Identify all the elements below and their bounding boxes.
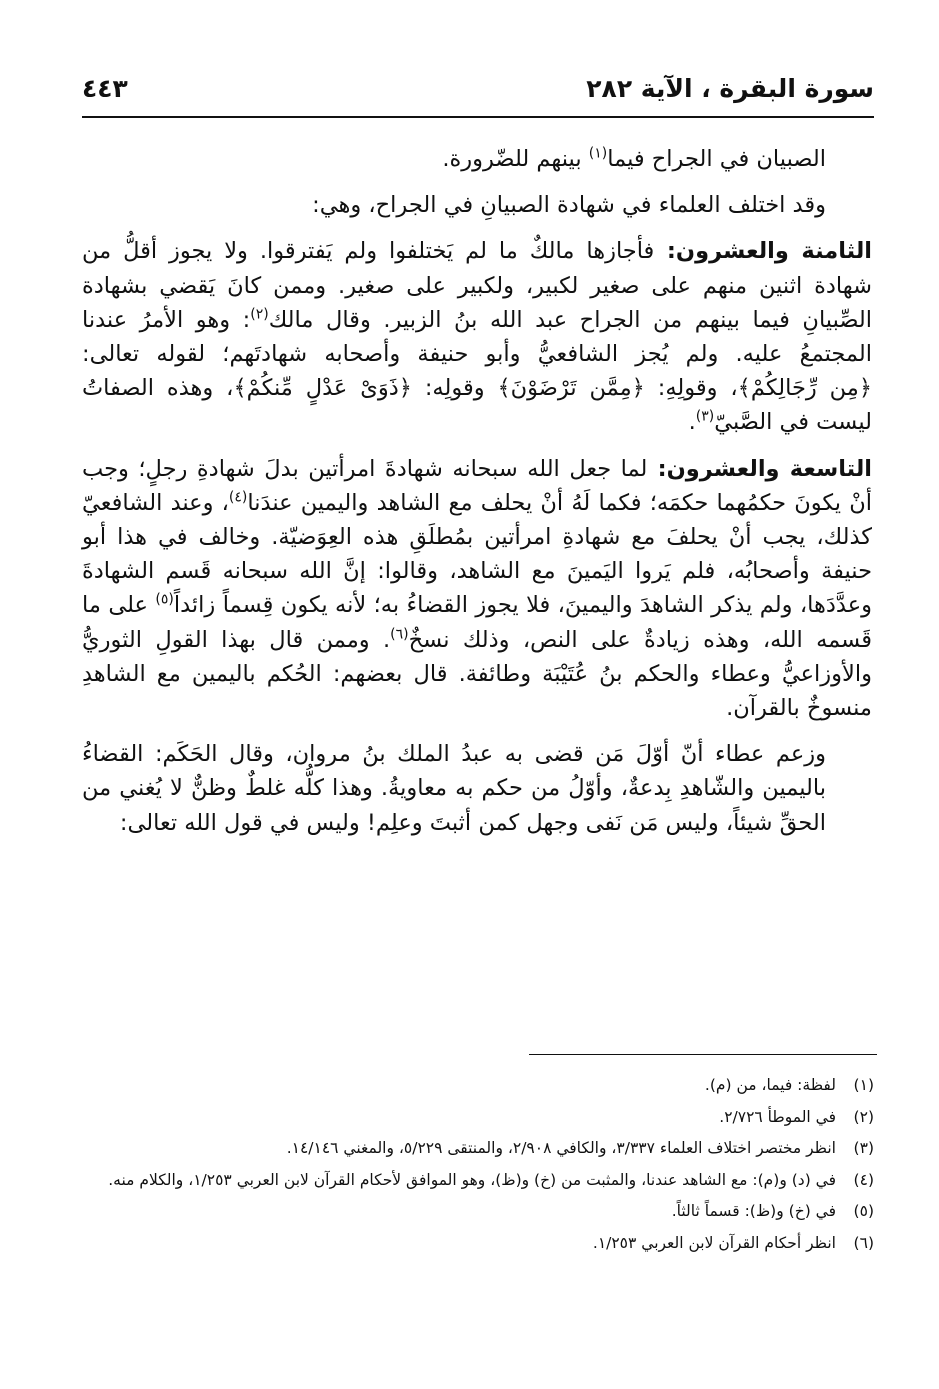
issue-28-paragraph <box>82 234 872 439</box>
p3-text-f: . <box>688 409 696 436</box>
footnote-number: (٣) <box>853 1139 874 1157</box>
p4-text-b: ، وعند الشافعيّ كذلك، يجب أنْ يحلفَ مع شهادةِ امرأتين بمُطلَقِ هذه العِوَضيّة. وخالف في هذا أبو حنيفة وأصحابُه، فلم يَروا اليَمينَ مع الشاهد، وقالوا: إنَّ الله سبحانه قَسم الشهادةَ وعدَّدَها، ولم يذكر الشاهدَ واليمينَ، فلا يجوز القضاءُ به؛ لأنه يكون قِسماً زائداً <box>82 489 872 619</box>
footnote-ref-5: (٥) <box>155 591 174 608</box>
footnote-1 <box>82 1070 874 1102</box>
footnote-5 <box>82 1196 874 1228</box>
footnote-text: انظر أحكام القرآن لابن العربي ١/٢٥٣. <box>592 1233 836 1252</box>
main-text <box>82 142 872 840</box>
p4-text-c: على ما قَسمه الله، وهذه زيادةٌ على النص، وذلك نسخٌ <box>82 592 872 653</box>
footnote-4 <box>82 1165 874 1197</box>
footnote-6 <box>82 1228 874 1260</box>
footnote-text: في (د) و(م): مع الشاهد عندنا، والمثبت من (خ) و(ظ)، وهو الموافق لأحكام القرآن لابن العربي ١/٢٥٣، والكلام منه. <box>108 1170 836 1189</box>
p3-text-e: ، وهذه الصفاتُ ليست في الصَّبيّ <box>82 375 872 436</box>
p3-text-c: ، وقولِهِ: <box>644 375 738 402</box>
quran-quote-3: ﴿ذَوَىْ عَدْلٍ مِّنكُمْ﴾ <box>233 375 412 402</box>
p3-text-b: : وهو الأمرُ عندنا المجتمعُ عليه. ولم يُجز الشافعيُّ وأبو حنيفة وأصحابه شهادتَهم؛ لقوله تعالى: <box>82 306 872 368</box>
footnote-text: في (خ) و(ظ): قسماً ثالثاً. <box>671 1202 836 1220</box>
footnote-text: انظر مختصر اختلاف العلماء ٣/٣٣٧، والكافي ٢/٩٠٨، والمنتقى ٥/٢٢٩، والمغني ١٤/١٤٦. <box>286 1139 836 1157</box>
header-title: سورة البقرة ، الآية ٢٨٢ <box>586 74 874 103</box>
footnote-divider <box>529 1054 877 1055</box>
issue-29-heading: التاسعة والعشرون: <box>647 455 872 482</box>
footnote-ref-2: (٢) <box>250 306 269 323</box>
issue-28-heading: الثامنة والعشرون: <box>654 238 872 265</box>
footnote-number: (٢) <box>853 1107 874 1126</box>
footnote-number: (١) <box>853 1076 874 1094</box>
p4-text-d: . وممن قال بهذا القولِ الثوريُّ والأوزاعيُّ وعطاء والحكم بنُ عُتَيْبَة وطائفة. قال بعضهم: الحُكم باليمين مع الشاهدِ منسوخٌ بالقرآن. <box>82 626 872 722</box>
footnote-ref-4: (٤) <box>228 489 248 506</box>
footnote-ref-3: (٣) <box>695 408 715 425</box>
issue-29-paragraph <box>82 452 872 726</box>
p1-text-a: الصبيان في الجراح فيما <box>607 146 826 172</box>
paragraph-2 <box>82 188 872 222</box>
running-header <box>82 66 874 118</box>
p3-text-d: وقولِه: <box>411 375 498 402</box>
paragraph-5 <box>82 737 872 840</box>
footnotes <box>82 1070 874 1259</box>
footnote-3 <box>82 1133 874 1165</box>
p5-text: وزعم عطاء أنّ أوّلَ مَن قضى به عبدُ الملك بنُ مروان، وقال الحَكَم: القضاءُ باليمين والشّاهدِ بِدعةٌ، وأوّلُ من حكم به معاويةُ. وهذا كلُّه غلطٌ وظنٌّ لا يُغني من الحقِّ شيئاً، وليس مَن نَفى وجهل كمن أثبتَ وعلِم! وليس في قول الله تعالى: <box>82 741 826 836</box>
p3-text-a: فأجازها مالكٌ ما لم يَختلفوا ولم يَفترقوا. ولا يجوز أقلُّ من شهادة اثنين منهم على صغير لكبير، ولكبير على صغير. وممن كانَ يَقضي بشهادة الصِّبيانِ فيما بينهم من الجراح عبد الله بنُ الزبير. وقال مالك <box>82 238 872 333</box>
quran-quote-1: ﴿مِن رِّجَالِكُمْ﴾ <box>737 375 873 402</box>
footnote-number: (٥) <box>853 1202 874 1220</box>
footnote-ref-6: (٦) <box>390 626 409 643</box>
p1-text-b: بينهم للضّرورة. <box>442 146 589 172</box>
footnote-2 <box>82 1102 874 1134</box>
p4-text-a: لما جعل الله سبحانه شهادةَ امرأتين بدلَ شهادةِ رجلٍ؛ وجب أنْ يكونَ حكمُهما حكمَه؛ فكما لَهُ أنْ يحلف مع الشاهد واليمين عندَنا <box>82 455 872 516</box>
page-number: ٤٤٣ <box>82 74 128 103</box>
footnote-text: لفظة: فيما، من (م). <box>704 1076 836 1094</box>
header-divider <box>82 116 874 118</box>
quran-quote-2: ﴿مِمَّن تَرْضَوْنَ﴾ <box>497 375 645 402</box>
footnote-ref-1: (١) <box>588 145 608 162</box>
paragraph-1 <box>82 142 872 176</box>
footnote-number: (٦) <box>853 1233 874 1252</box>
p2-text: وقد اختلف العلماء في شهادة الصبيانِ في الجراح، وهي: <box>312 192 826 219</box>
footnote-number: (٤) <box>853 1170 874 1189</box>
footnote-text: في الموطأ ٢/٧٢٦. <box>719 1107 836 1126</box>
